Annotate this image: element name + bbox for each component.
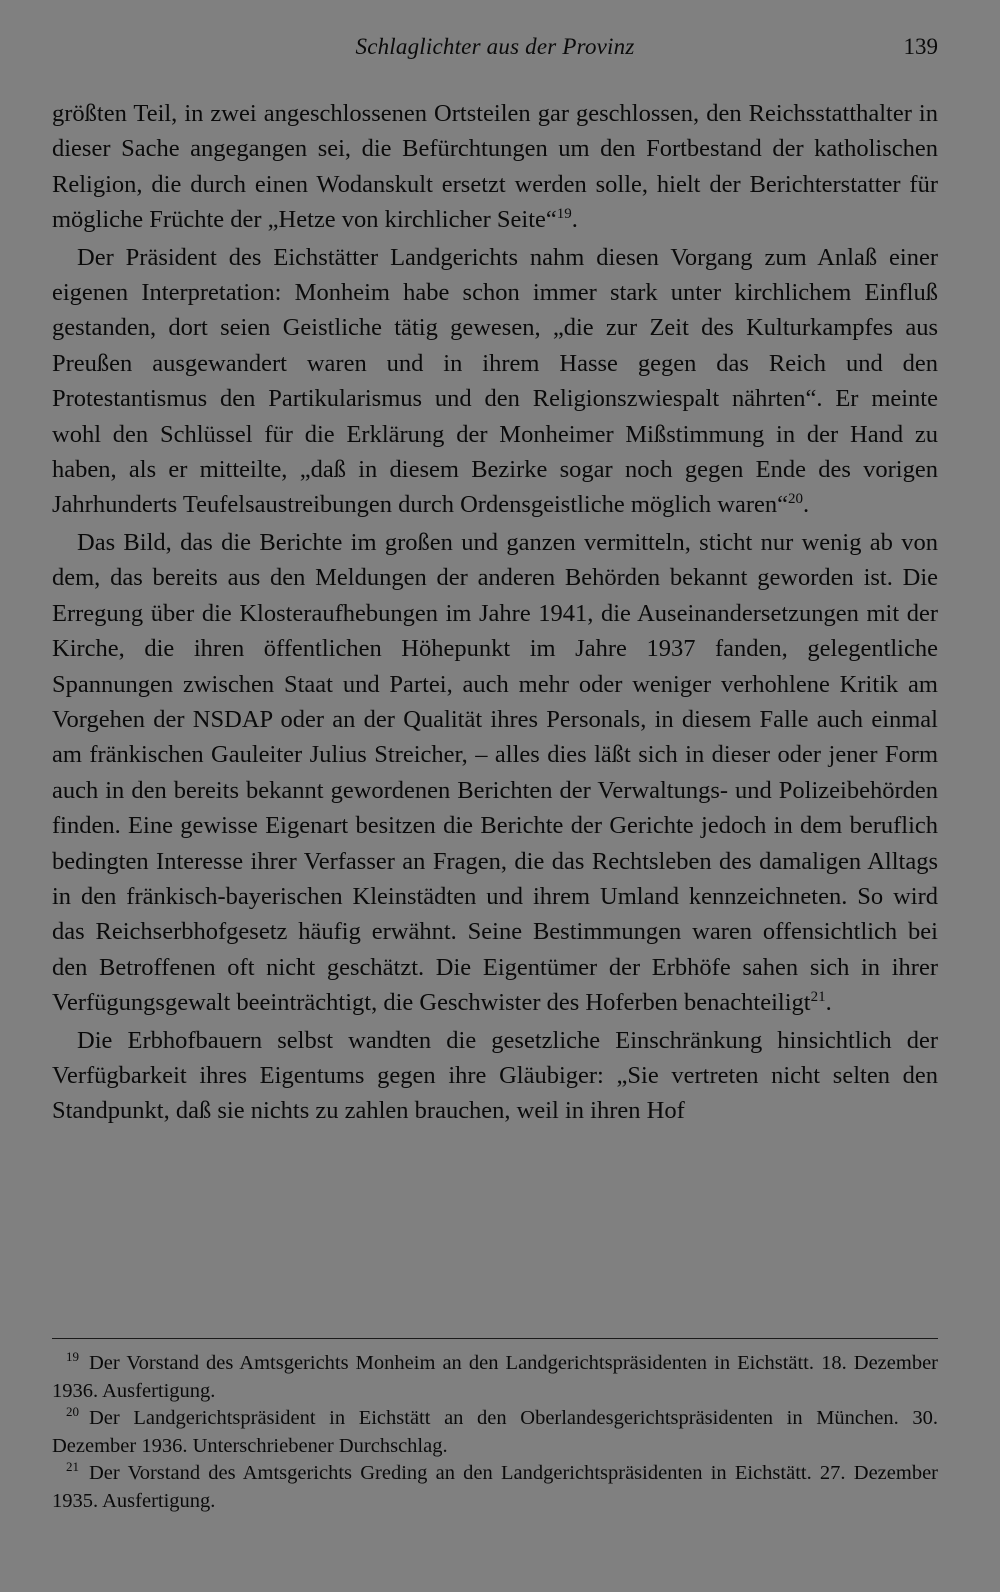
page-number: 139 [903, 34, 938, 59]
paragraph [52, 1023, 938, 1129]
paragraph-text: größten Teil, in zwei angeschlossenen Ortsteilen gar geschlossen, den Reichsstatthalter in dieser Sache angegangen sei, die Befürchtungen um den Fortbestand der katholischen Religion, die durch einen Wodanskult ersetzt werden solle, hielt der Berichterstatter für mögliche Früchte der „Hetze von kirchlicher Seite“ [52, 100, 938, 234]
footnotes [52, 1350, 938, 1515]
footnote-reference[interactable]: 20 [788, 491, 804, 508]
running-head: Schlaglichter aus der Provinz [355, 34, 635, 59]
paragraph [52, 525, 938, 1021]
footnote-text: Der Vorstand des Amtsgerichts Greding an den Landgerichtspräsidenten in Eichstätt. 27. Dezember 1935. Ausfertigung. [52, 1462, 938, 1512]
body-text [52, 96, 938, 1131]
footnote-text: Der Landgerichtspräsident in Eichstätt an den Oberlandesgerichtspräsidenten in München. 30. Dezember 1936. Unterschriebener Durchschlag. [52, 1407, 938, 1457]
footnote-text: Der Vorstand des Amtsgerichts Monheim an den Landgerichtspräsidenten in Eichstätt. 18. Dezember 1936. Ausfertigung. [52, 1352, 938, 1402]
page-header [52, 34, 938, 66]
paragraph-tail: . [803, 491, 810, 519]
paragraph [52, 96, 938, 238]
paragraph-text: Das Bild, das die Berichte im großen und ganzen vermitteln, sticht nur wenig ab von dem, das bereits aus den Meldungen der anderen Behörden bekannt geworden ist. Die Erregung über die Klosteraufhebungen im Jahre 1941, die Auseinandersetzungen mit der Kirche, die ihren öffentlichen Höhepunkt im Jahre 1937 fanden, gelegentliche Spannungen zwischen Staat und Partei, auch mehr oder weniger verhohlene Kritik am Vorgehen der NSDAP oder an der Qualität ihres Personals, in diesem Falle auch einmal am fränkischen Gauleiter Julius Streicher, – alles dies läßt sich in dieser oder jener Form auch in den bereits bekannt gewordenen Berichten der Verwaltungs- und Polizeibehörden finden. Eine gewisse Eigenart besitzen die Berichte der Gerichte jedoch in dem beruflich bedingten Interesse ihrer Verfasser an Fragen, die das Rechtsleben des damaligen Alltags in den fränkisch-bayerischen Kleinstädten und ihrem Umland kennzeichneten. So wird das Reichserbhofgesetz häufig erwähnt. Seine Bestimmungen waren offensichtlich bei den Betroffenen oft nicht geschätzt. Die Eigentümer der Erbhöfe sahen sich in ihrer Verfügungsgewalt beeinträchtigt, die Geschwister des Hoferben benachteiligt [52, 528, 938, 1017]
footnote-reference[interactable]: 21 [810, 989, 826, 1006]
paragraph-text: Der Präsident des Eichstätter Landgerichts nahm diesen Vorgang zum Anlaß einer eigenen Interpretation: Monheim habe schon immer stark unter kirchlichem Einfluß gestanden, dort seien Geistliche tätig gewesen, „die zur Zeit des Kulturkampfes aus Preußen ausgewandert waren und in ihrem Hasse gegen das Reich und den Protestantismus den Partikularismus und den Religionszwiespalt nährten“. Er meinte wohl den Schlüssel für die Erklärung der Monheimer Mißstimmung in der Hand zu haben, als er mitteilte, „daß in diesem Bezirke sogar noch gegen Ende des vorigen Jahrhunderts Teufelsaustreibungen durch Ordensgeistliche möglich waren“ [52, 243, 938, 519]
paragraph-text: Die Erbhofbauern selbst wandten die gesetzliche Einschränkung hinsichtlich der Verfügbarkeit ihres Eigentums gegen ihre Gläubiger: „Sie vertreten nicht selten den Standpunkt, daß sie nichts zu zahlen brauchen, weil in ihren Hof [52, 1026, 938, 1125]
footnote-number: 19 [66, 1349, 79, 1364]
footnote-number: 20 [66, 1404, 79, 1419]
paragraph [52, 240, 938, 523]
footnote [52, 1460, 938, 1515]
footnote [52, 1405, 938, 1460]
paragraph-tail: . [825, 989, 832, 1017]
footnote-divider [52, 1338, 938, 1339]
paragraph-tail: . [571, 206, 578, 234]
footnote-number: 21 [66, 1459, 79, 1474]
footnote-reference[interactable]: 19 [556, 206, 572, 223]
footnote [52, 1350, 938, 1405]
